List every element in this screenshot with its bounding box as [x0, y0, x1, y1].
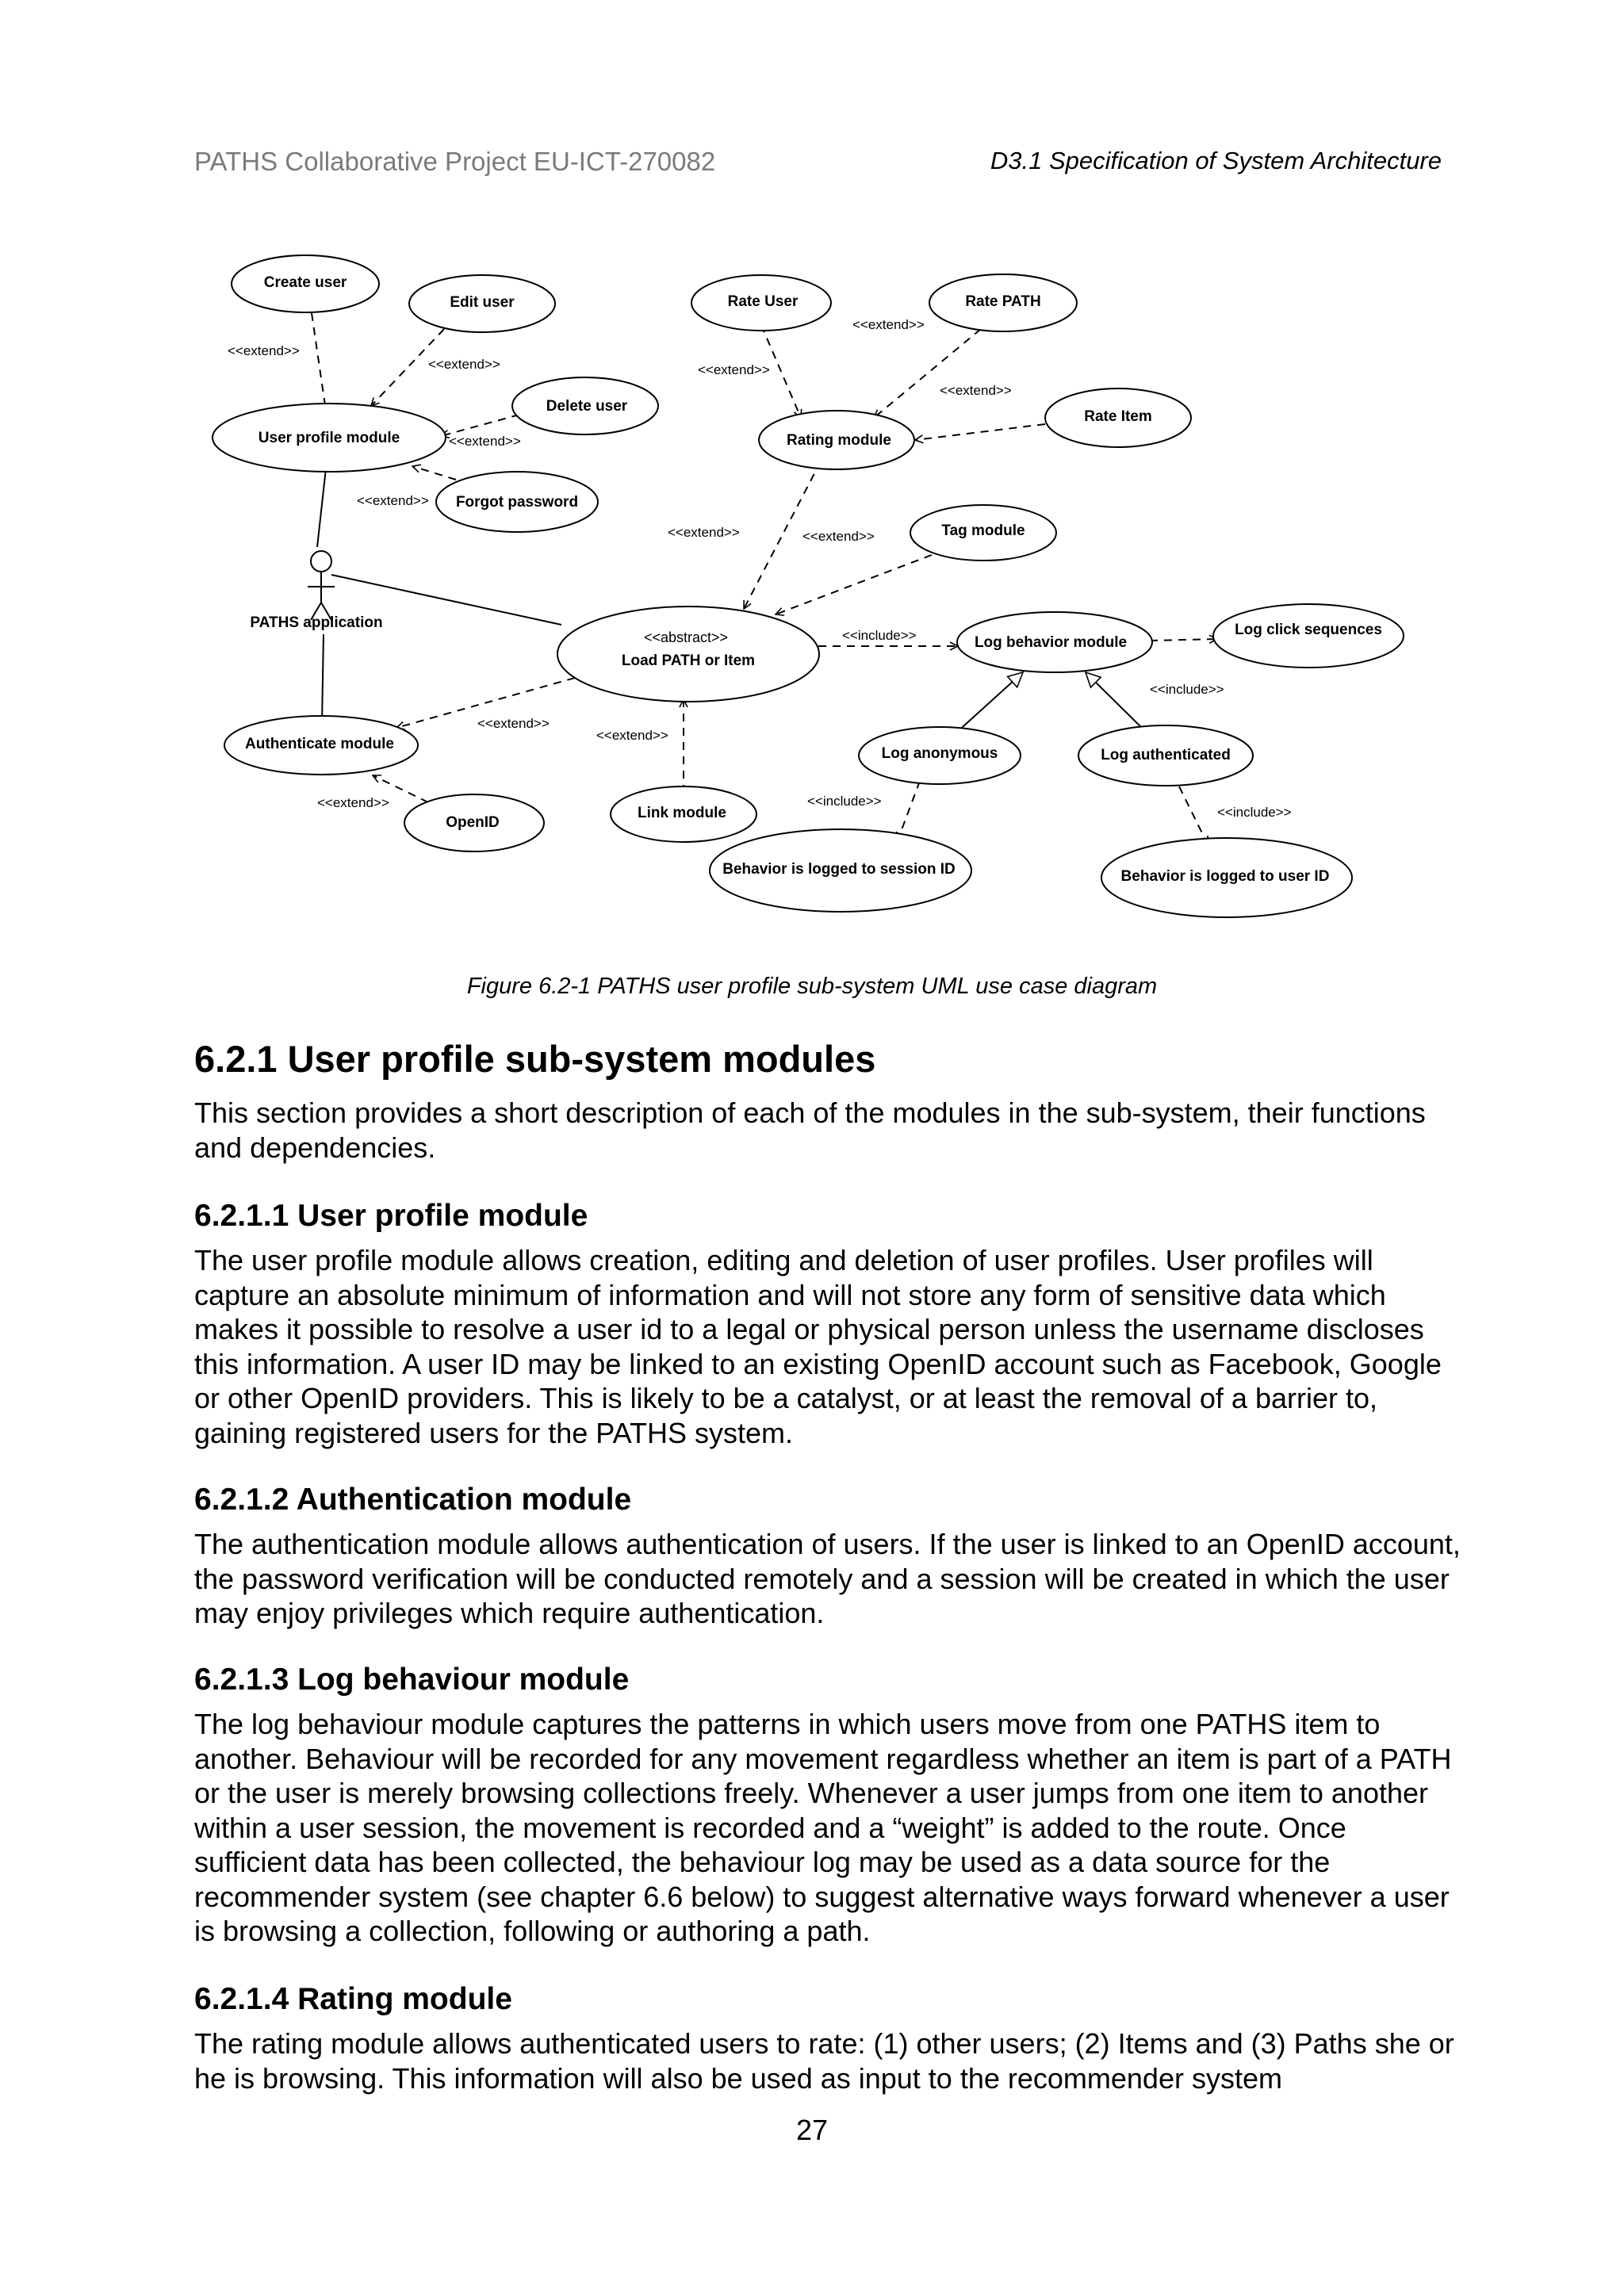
uml-use-case-diagram [0, 0, 1624, 967]
label-user-profile-module: User profile module [258, 430, 400, 446]
label-rating-module: Rating module [787, 432, 891, 449]
include-log-auth-user [1179, 786, 1208, 844]
subsection-title-log-behaviour: 6.2.1.3 Log behaviour module [194, 1663, 630, 1697]
label-rate-path: Rate PATH [965, 293, 1041, 310]
subsection-text-authentication: The authentication module allows authentication of users. If the user is linked to an OpenID account, the password verification will be conducted remotely and a session will be created in which the user may enjoy privileges which require authentication. [194, 1528, 1461, 1629]
label-user-logged: Behavior is logged to user ID [1120, 868, 1330, 885]
label-load-path-stereotype: <<abstract>> [643, 629, 729, 645]
stereotype-extend-delete: <<extend>> [449, 434, 521, 449]
actor-label: PATHS application [250, 614, 383, 631]
running-header-right: D3.1 Specification of System Architecture [990, 147, 1442, 174]
assoc-actor-user-profile [317, 461, 327, 547]
label-tag-module: Tag module [941, 522, 1025, 539]
extend-tag-to-load [776, 555, 932, 614]
label-rate-user: Rate User [727, 293, 799, 310]
stereotype-extend-forgot: <<extend>> [357, 493, 429, 508]
stereotype-extend-openid: <<extend>> [317, 795, 389, 810]
label-link-module: Link module [638, 805, 726, 821]
include-log-anon-session [898, 781, 920, 840]
extend-rate-path [874, 329, 981, 418]
subsection-title-rating: 6.2.1.4 Rating module [194, 1982, 512, 2016]
stereotype-include-session: <<include>> [807, 794, 882, 809]
stereotype-extend-edit: <<extend>> [428, 357, 500, 372]
subsection-text-user-profile: The user profile module allows creation, editing and deletion of user profiles. User profiles will capture an absolute minimum of information and will not store any form of sensitive data which makes it possible to resolve a user id to a legal or physical person unless the username discloses this information. A user ID may be linked to an existing OpenID account such as Facebook, Google or other OpenID providers. This is likely to be a catalyst, or at least the removal of a barrier to, gaining registered users for the PATHS system. [194, 1244, 1442, 1449]
stereotype-extend-rate-item: <<extend>> [940, 383, 1012, 398]
label-log-click: Log click sequences [1235, 622, 1382, 638]
generalization-log-authenticated [1086, 672, 1147, 733]
include-log-click [1150, 639, 1217, 641]
label-rate-item: Rate Item [1084, 408, 1152, 425]
stereotype-include-user: <<include>> [1217, 805, 1292, 820]
label-openid: OpenID [446, 814, 500, 831]
stereotype-extend-create: <<extend>> [228, 343, 300, 358]
label-load-path: Load PATH or Item [621, 652, 756, 669]
extend-forgot-password [412, 466, 456, 480]
subsection-title-authentication: 6.2.1.2 Authentication module [194, 1483, 632, 1517]
extend-rate-item [915, 424, 1045, 440]
label-log-behavior: Log behavior module [974, 634, 1128, 651]
section-title: 6.2.1 User profile sub-system modules [194, 1038, 876, 1080]
section-intro: This section provides a short description of each of the modules in the sub-system, their functions and dependencies. [194, 1096, 1426, 1164]
label-edit-user: Edit user [450, 294, 515, 311]
stereotype-extend-authenticate: <<extend>> [477, 716, 550, 731]
page-number: 27 [795, 2114, 829, 2146]
label-authenticate: Authenticate module [245, 736, 394, 752]
figure-caption: Figure 6.2-1 PATHS user profile sub-system UML use case diagram [466, 974, 1158, 999]
stereotype-extend-rating-load: <<extend>> [668, 525, 740, 540]
stereotype-extend-rate-user: <<extend>> [698, 362, 770, 377]
extend-delete-user [441, 415, 519, 436]
stereotype-extend-link: <<extend>> [596, 728, 668, 743]
label-delete-user: Delete user [546, 398, 628, 415]
assoc-actor-authenticate [322, 634, 324, 723]
generalization-log-anonymous [956, 672, 1023, 733]
stereotype-extend-rate-path: <<extend>> [852, 317, 925, 332]
stereotype-include-load-log: <<include>> [842, 628, 917, 643]
label-forgot-password: Forgot password [455, 494, 579, 511]
label-session-logged: Behavior is logged to session ID [722, 861, 956, 878]
actor-icon [308, 551, 335, 620]
subsection-text-rating: The rating module allows authenticated users to rate: (1) other users; (2) Items and (3) Paths she or he is browsing. This information will also be used as input to the recommender system [194, 2027, 1454, 2095]
subsection-text-log-behaviour: The log behaviour module captures the patterns in which users move from one PATHS item to another. Behaviour will be recorded for any movement regardless whether an item is part of a PATH or the user is merely browsing collections freely. Whenever a user jumps from one item to another within a user session, the movement is recorded and a “weight” is added to the route. Once sufficient data has been collected, the behaviour log may be used as a data source for the recommender system (see chapter 6.6 below) to suggest alternative ways forward whenever a user is browsing a collection, following or authoring a path. [194, 1708, 1452, 1947]
stereotype-extend-tag-load: <<extend>> [802, 529, 875, 544]
stereotype-include-log-click: <<include>> [1150, 682, 1224, 697]
label-create-user: Create user [263, 274, 347, 291]
label-log-authenticated: Log authenticated [1101, 747, 1231, 763]
running-header-left: PATHS Collaborative Project EU-ICT-270082 [194, 147, 716, 176]
label-log-anonymous: Log anonymous [881, 745, 998, 762]
subsection-title-user-profile: 6.2.1.1 User profile module [194, 1199, 588, 1233]
extend-create-user [312, 313, 327, 416]
